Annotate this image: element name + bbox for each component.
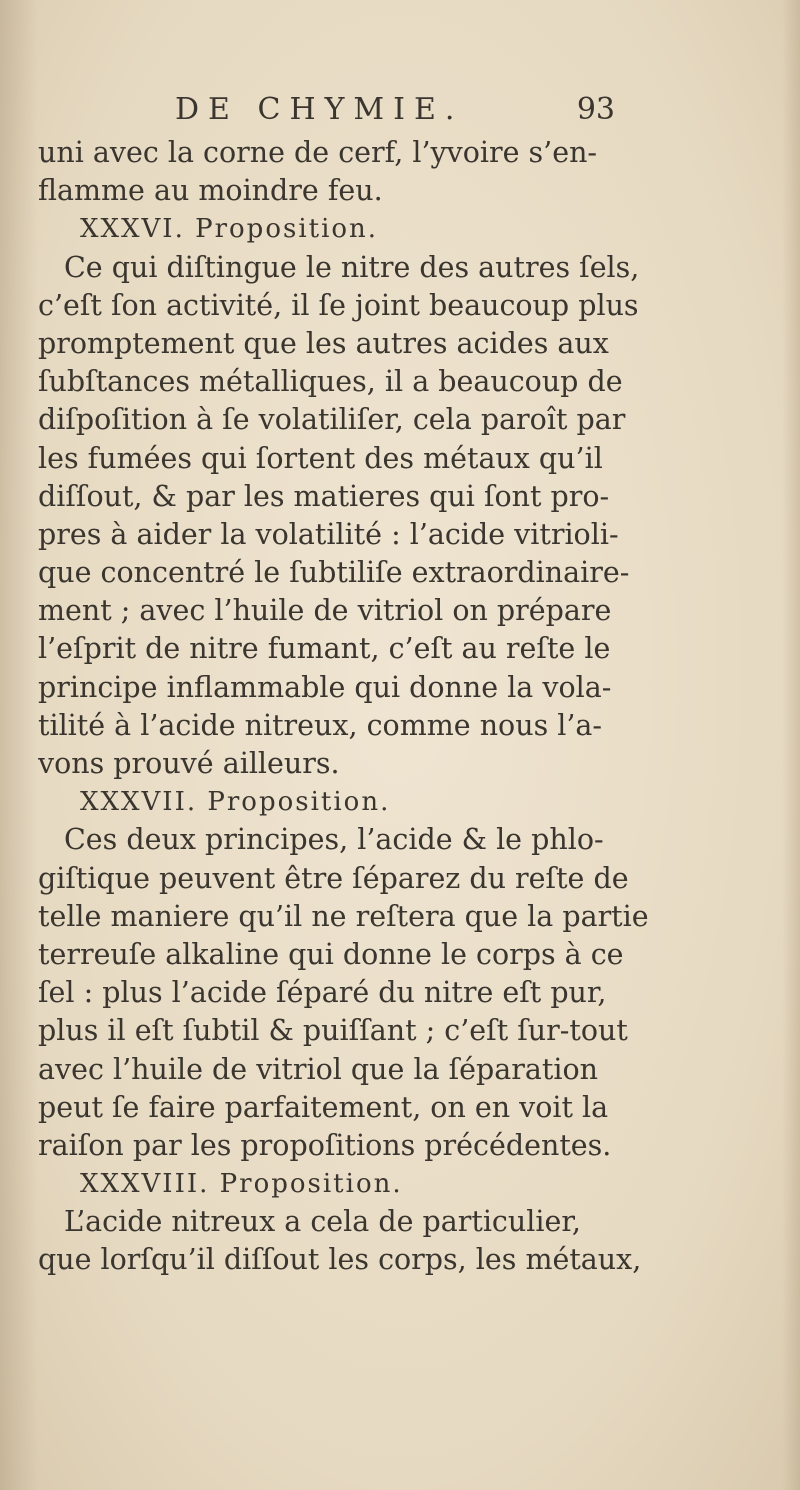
section-heading: XXXVI. Proposition. xyxy=(80,214,379,245)
text-line: ſel : plus l’acide ſéparé du nitre eſt pur, xyxy=(38,976,607,1010)
text-line: giſtique peuvent être ſéparez du reſte de xyxy=(38,861,629,895)
text-line: promptement que les autres acides aux xyxy=(38,326,609,360)
text-line: les fumées qui ſortent des métaux qu’il xyxy=(38,441,603,475)
text-line: vons prouvé ailleurs. xyxy=(38,747,340,780)
text-line: Ce qui diſtingue le nitre des autres ſels, xyxy=(64,250,640,284)
text-line: principe inflammable qui donne la vola- xyxy=(38,670,612,704)
text-line: Ces deux principes, l’acide & le phlo- xyxy=(64,823,604,857)
text-line: peut ſe faire parfaitement, on en voit la xyxy=(38,1090,609,1124)
text-line: avec l’huile de vitriol que la ſéparation xyxy=(38,1052,598,1086)
running-title: DE CHYMIE. xyxy=(175,92,464,127)
text-line: que lorſqu’il diſſout les corps, les métaux, xyxy=(38,1243,642,1277)
text-line: flamme au moindre feu. xyxy=(38,174,383,208)
page-number: 93 xyxy=(576,92,615,127)
text-line: uni avec la corne de cerf, l’yvoire s’en- xyxy=(38,136,598,169)
body-text xyxy=(38,134,748,1280)
text-line: telle maniere qu’il ne reſtera que la partie xyxy=(38,899,649,933)
text-line: terreuſe alkaline qui donne le corps à ce xyxy=(38,937,624,971)
text-line: raiſon par les propoſitions précédentes. xyxy=(38,1128,612,1162)
text-line: tilité à l’acide nitreux, comme nous l’a- xyxy=(38,708,603,742)
text-line: pres à aider la volatilité : l’acide vitrioli- xyxy=(38,517,619,551)
section-heading: XXXVIII. Proposition. xyxy=(80,1169,403,1200)
text-line: ment ; avec l’huile de vitriol on prépare xyxy=(38,594,612,628)
text-line: L’acide nitreux a cela de particulier, xyxy=(64,1205,581,1239)
page-header xyxy=(175,92,615,132)
binding-gutter-shadow xyxy=(0,0,38,1490)
text-line: l’eſprit de nitre fumant, c’eſt au reſte le xyxy=(38,632,611,666)
page-edge-shadow xyxy=(782,0,800,1490)
text-line: c’eſt ſon activité, il ſe joint beaucoup plus xyxy=(38,288,639,322)
section-heading: XXXVII. Proposition. xyxy=(80,787,391,818)
text-line: diſpoſition à ſe volatiliſer, cela paroît par xyxy=(38,403,626,437)
text-line: plus il eſt ſubtil & puiſſant ; c’eſt ſur-tout xyxy=(38,1014,628,1048)
text-line: que concentré le ſubtiliſe extraordinaire- xyxy=(38,556,630,590)
text-line: diſſout, & par les matieres qui ſont pro- xyxy=(38,479,610,513)
text-line: ſubſtances métalliques, il a beaucoup de xyxy=(38,365,623,399)
